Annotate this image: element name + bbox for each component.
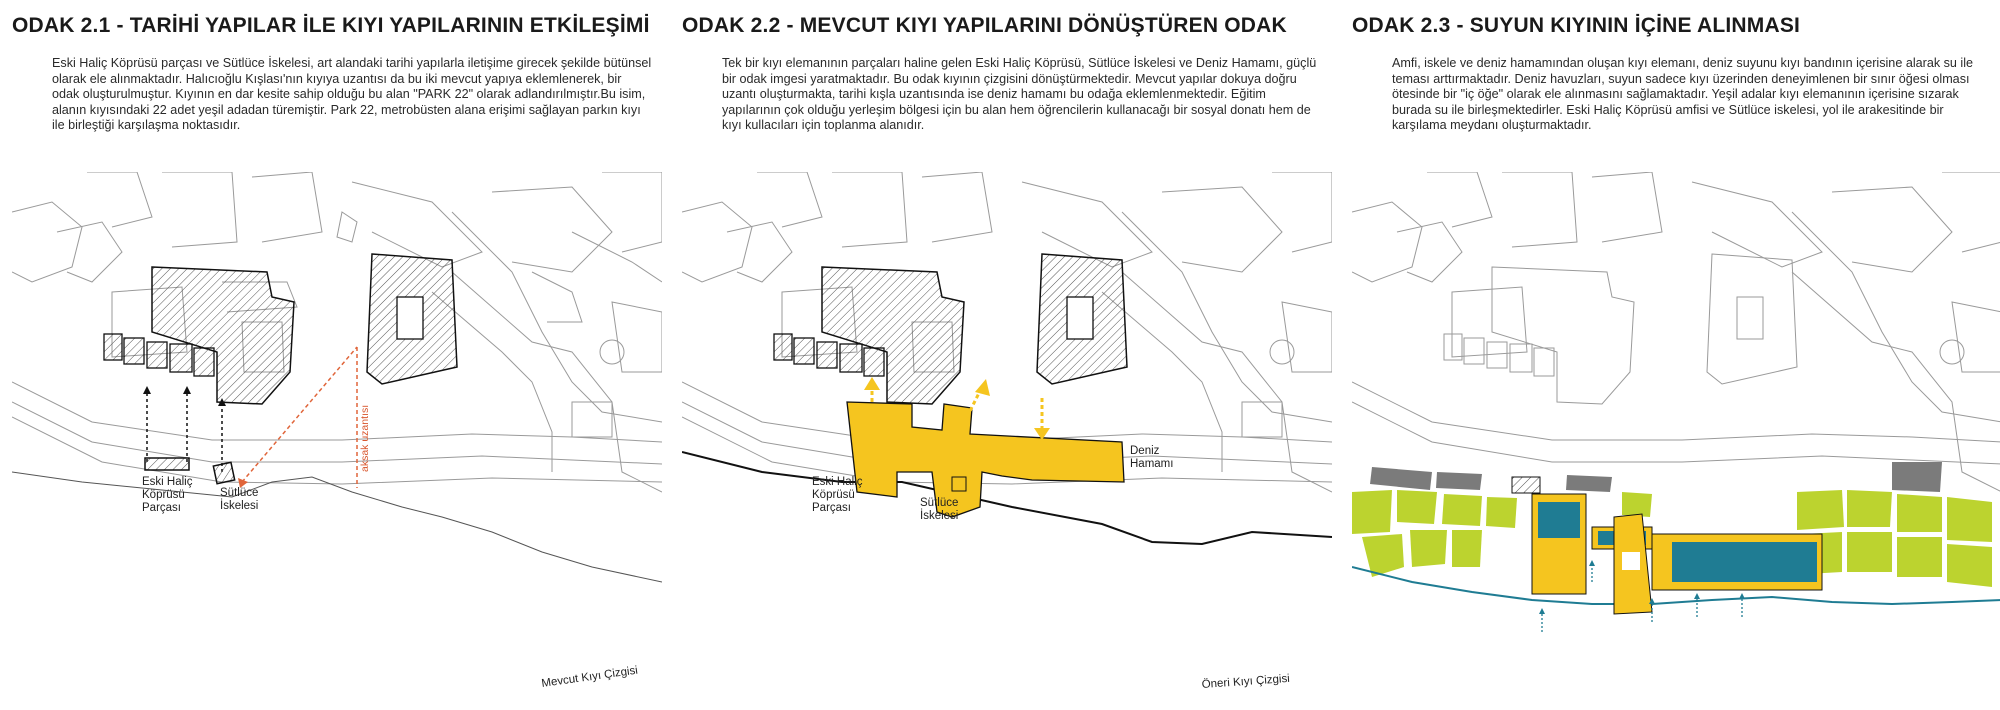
shoreline-label: Öneri Kıyı Çizgisi [1201, 672, 1291, 691]
panel-description: Tek bir kıyı elemanının parçaları haline gelen Eski Haliç Köprüsü, Sütlüce İskelesi ve Deniz Hamamı, güçlü bir odak imgesi yaratmaktadır. Bu odak kıyının çizgisini dönüştürmektedir. Mevcut yapılar dokuya doğru uzantı oluşturmakta, tarihi kışla uzantısında ise deniz hamamı bu odağa eklemlenmektedir. Eğitim yapılarının çok olduğu yerleşim bölgesi için bu alan hem öğrencilerin kullanacağı bir sosyal donatı hem de kıyı kullacıları için toplanma alanıdır. [722, 56, 1317, 133]
pier-label-1: Sütlüce [220, 487, 259, 499]
pier-label-1: Sütlüce [920, 497, 959, 509]
bridge-label-3: Parçası [812, 502, 851, 514]
panel-title: ODAK 2.3 - SUYUN KIYININ İÇİNE ALINMASI [1352, 14, 1801, 37]
bridge-label-1: Eski Haliç [812, 476, 863, 488]
bath-label-1: Deniz [1130, 445, 1160, 457]
bridge-label-2: Köprüsü [812, 489, 855, 501]
panel-title: ODAK 2.2 - MEVCUT KIYI YAPILARINI DÖNÜŞTÜREN ODAK [682, 14, 1287, 37]
site-plan-odak-2-2 [682, 172, 1332, 702]
site-plan-svg [682, 172, 1332, 702]
bridge-label-3: Parçası [142, 502, 181, 514]
urban-fabric [1352, 172, 2000, 492]
bridge-label-1: Eski Haliç [142, 476, 193, 488]
gray-plots [1370, 462, 1942, 492]
site-plan-svg [12, 172, 662, 702]
bridge-label-2: Köprüsü [142, 489, 185, 501]
pier-label-2: İskelesi [220, 500, 259, 512]
site-plan-odak-2-3 [1352, 172, 2000, 702]
panel-description: Eski Haliç Köprüsü parçası ve Sütlüce İskelesi, art alandaki tarihi yapılarla iletişime girecek şekilde bütünsel olarak ele alınmaktadır. Halıcıoğlu Kışlası'nın kıyıya uzantısı da bu iki mevcut yapıya eklemlenerek, bir odak oluşturulmuştur. Kıyının en dar kesite sahip olduğu bu alan "PARK 22" olarak adlandırılmıştır.Bu isim, alanın kıyısındaki 22 adet yeşil adadan türemiştir. Park 22, metrobüsten alana erişimi sağlayan parkın kıyı ile birleştiği karşılaşma noktasıdır. [52, 56, 652, 133]
site-plan-odak-2-1 [12, 172, 662, 702]
historic-buildings [104, 254, 457, 404]
shoreline-label: Mevcut Kıyı Çizgisi [540, 664, 639, 690]
shoreline-current [12, 472, 662, 582]
focus-element-pools [1532, 494, 1822, 614]
panel-title: ODAK 2.1 - TARİHİ YAPILAR İLE KIYI YAPILARININ ETKİLEŞİMİ [12, 14, 650, 37]
pier-label-2: İskelesi [920, 510, 959, 522]
hatched-plot [1512, 477, 1540, 493]
panel-odak-2-3 [1352, 0, 2000, 710]
bath-label-2: Hamamı [1130, 458, 1174, 470]
urban-fabric [12, 172, 662, 492]
axis-label: aksak uzantısı [359, 404, 371, 472]
focus-element-yellow [847, 402, 1124, 517]
panel-odak-2-2 [682, 0, 1342, 710]
panel-description: Amfi, iskele ve deniz hamamından oluşan kıyı elemanı, deniz suyunu kıyı bandının içerisine alarak su ile teması arttırmaktadır. Deniz havuzları, suyun sadece kıyı üzerinden deneyimlenen bir sınır öğesi olması ötesinde bir "iç öğe" olarak ele alınmasını sağlamaktadır. Yeşil adalar kıyı elemanının içerisine sızarak burada su ile birleşmektedirler. Eski Haliç Köprüsü amfisi ve Sütlüce iskelesi, yol ile arakesitinde bir karşılama meydanı oluşturmaktadır. [1392, 56, 1974, 133]
historic-buildings [774, 254, 1127, 404]
site-plan-svg [1352, 172, 2000, 702]
axis-arrow-heads [143, 386, 226, 406]
panel-odak-2-1 [12, 0, 672, 710]
